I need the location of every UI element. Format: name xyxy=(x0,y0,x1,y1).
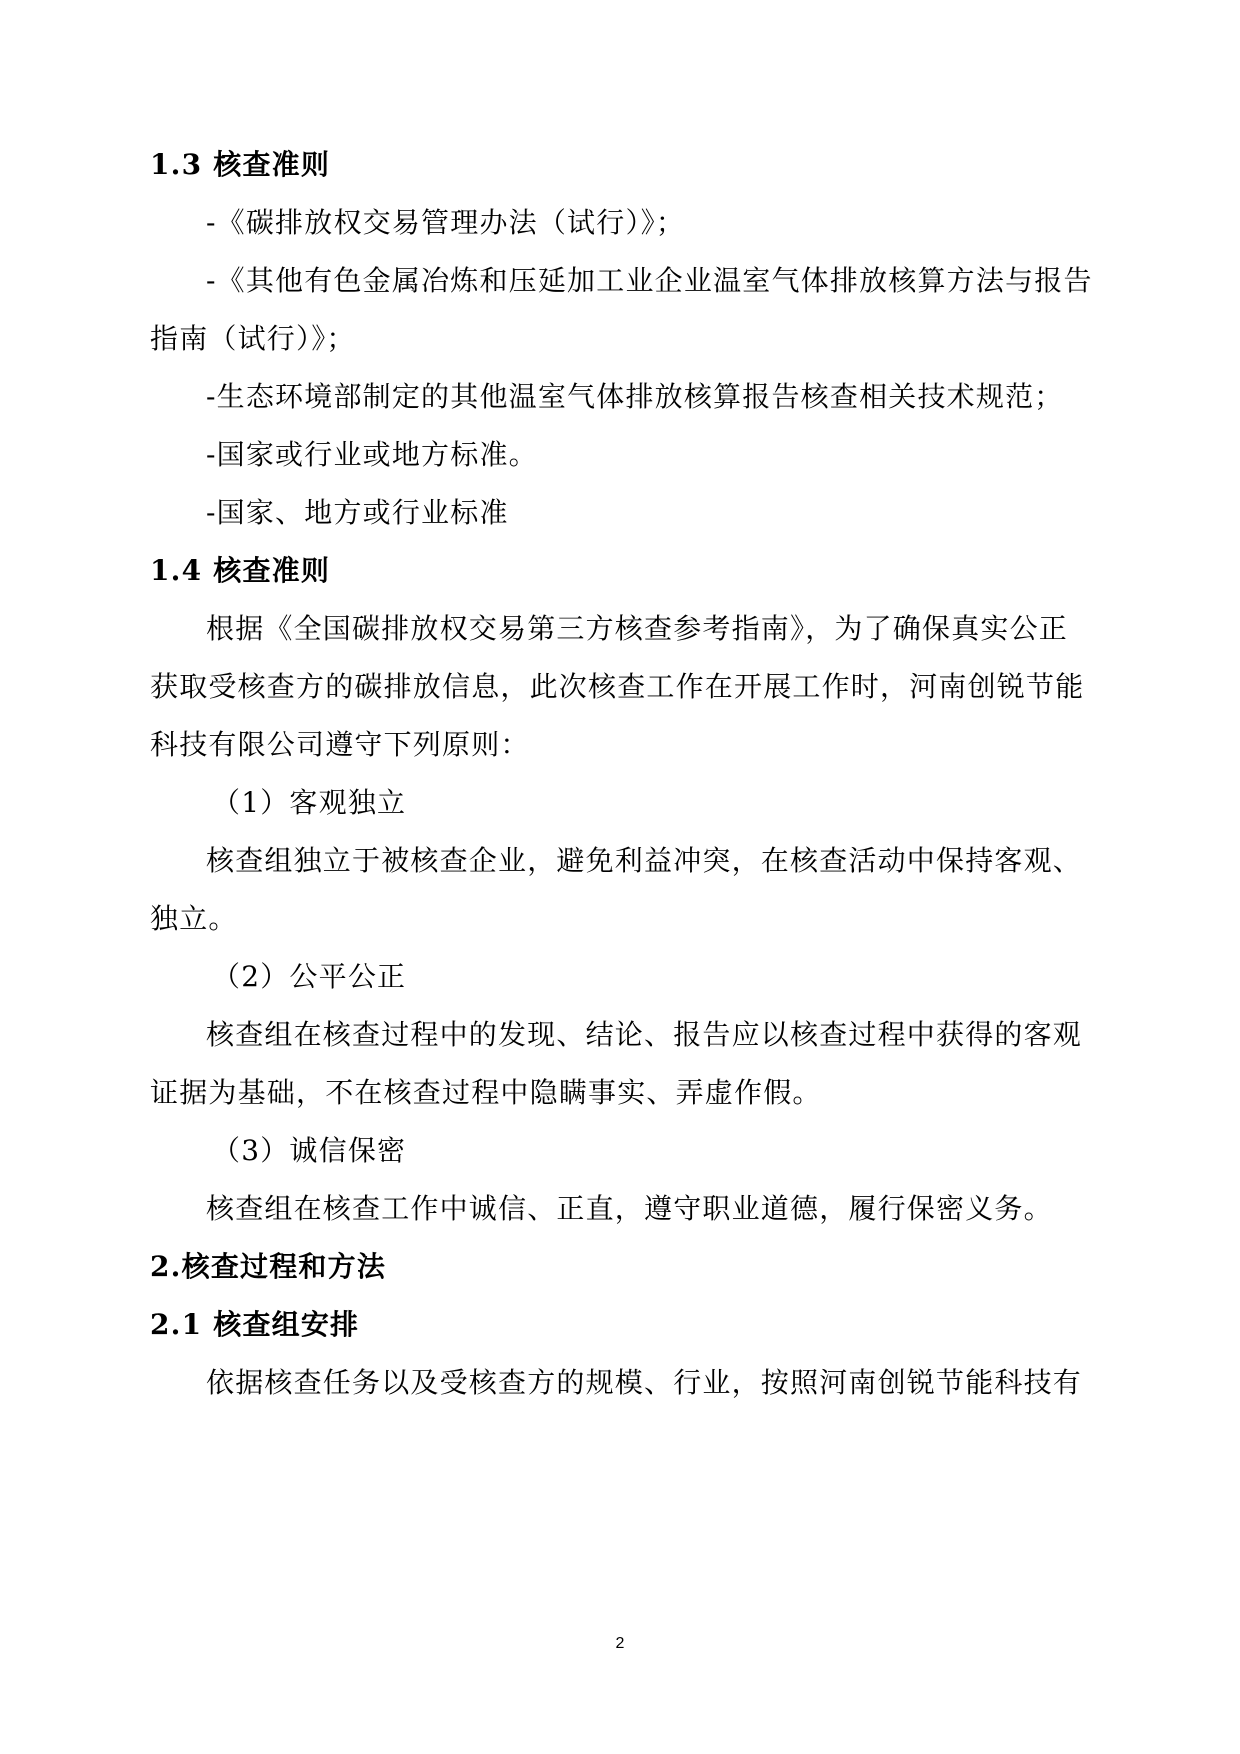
criteria-item-continuation: 指南（试行）》； xyxy=(150,322,356,355)
principle-title: （3）诚信保密 xyxy=(212,1134,407,1167)
page-number: 2 xyxy=(615,1635,625,1652)
body-paragraph-line: 依据核查任务以及受核查方的规模、行业，按照河南创锐节能科技有 xyxy=(206,1366,1083,1399)
criteria-item: -生态环境部制定的其他温室气体排放核算报告核查相关技术规范； xyxy=(206,380,1064,413)
criteria-item: -《其他有色金属冶炼和压延加工业企业温室气体排放核算方法与报告 xyxy=(206,264,1093,297)
section-heading-2-1: 2.1 核查组安排 xyxy=(150,1308,360,1341)
body-paragraph-line: 根据《全国碳排放权交易第三方核查参考指南》，为了确保真实公正 xyxy=(206,612,1069,645)
principle-text: 核查组在核查过程中的发现、结论、报告应以核查过程中获得的客观 xyxy=(206,1018,1083,1051)
body-paragraph-line: 获取受核查方的碳排放信息，此次核查工作在开展工作时，河南创锐节能 xyxy=(150,670,1085,703)
principle-text: 核查组在核查工作中诚信、正直，遵守职业道德，履行保密义务。 xyxy=(206,1192,1053,1225)
section-heading-1-3: 1.3 核查准则 xyxy=(150,148,331,181)
criteria-item: -国家或行业或地方标准。 xyxy=(206,438,538,471)
section-heading-2: 2.核查过程和方法 xyxy=(150,1250,387,1283)
criteria-item: -《碳排放权交易管理办法（试行）》； xyxy=(206,206,686,239)
principle-text: 独立。 xyxy=(150,902,238,935)
principle-title: （1）客观独立 xyxy=(212,786,407,819)
criteria-item: -国家、地方或行业标准 xyxy=(206,496,509,529)
principle-text: 证据为基础，不在核查过程中隐瞒事实、弄虚作假。 xyxy=(150,1076,822,1109)
principle-title: （2）公平公正 xyxy=(212,960,407,993)
principle-text: 核查组独立于被核查企业，避免利益冲突，在核查活动中保持客观、 xyxy=(206,844,1083,877)
body-paragraph-line: 科技有限公司遵守下列原则： xyxy=(150,728,530,761)
section-heading-1-4: 1.4 核查准则 xyxy=(150,554,331,587)
